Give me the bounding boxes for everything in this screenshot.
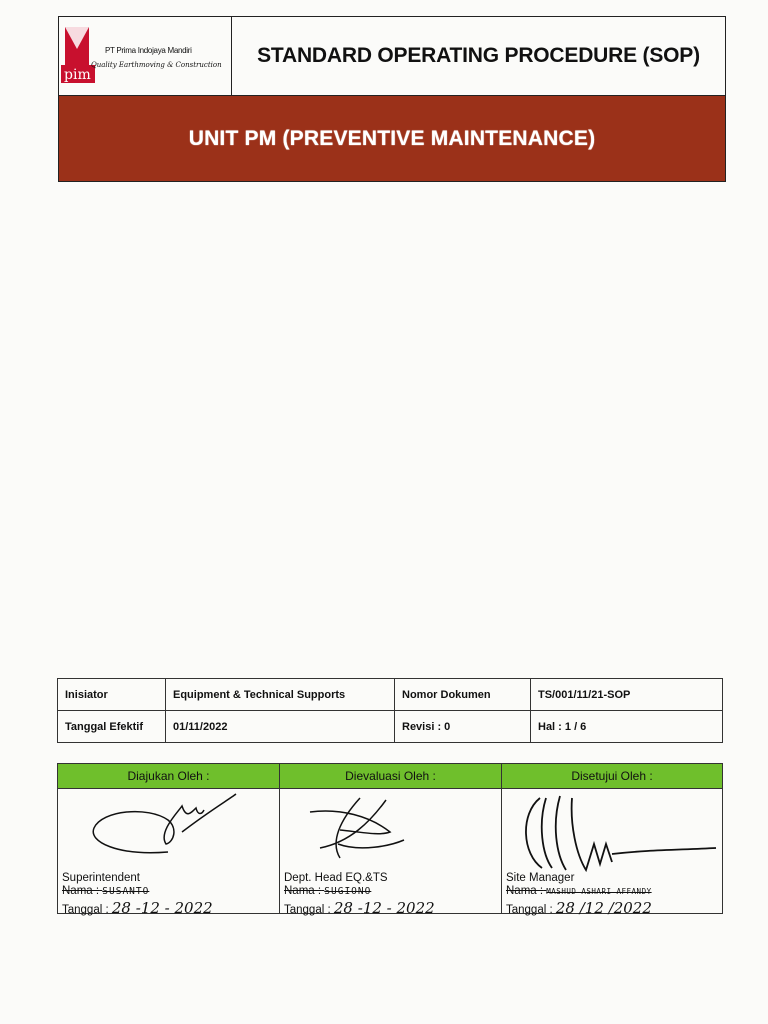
tanggal-label: Tanggal : bbox=[284, 904, 331, 916]
signature-sugiono bbox=[300, 792, 420, 872]
signer-date-line bbox=[62, 899, 213, 917]
info-value: TS/001/11/21-SOP bbox=[531, 679, 723, 711]
company-name: PT Prima Indojaya Mandiri bbox=[105, 46, 192, 55]
document-header bbox=[58, 16, 726, 182]
info-label: Revisi : 0 bbox=[395, 711, 531, 743]
signer-date: 28 -12 - 2022 bbox=[333, 899, 435, 917]
signer-name-line bbox=[62, 885, 149, 897]
info-value: 01/11/2022 bbox=[166, 711, 395, 743]
column-header: Dievaluasi Oleh : bbox=[280, 764, 501, 789]
signer-name: SUSANTO bbox=[102, 886, 150, 897]
signer-date-line bbox=[506, 899, 652, 917]
signer-name: SUGIONO bbox=[324, 886, 372, 897]
signature-susanto bbox=[78, 792, 248, 862]
info-row bbox=[58, 711, 723, 743]
signature-mashud bbox=[516, 784, 726, 874]
nama-label: Nama : bbox=[506, 885, 544, 897]
info-label: Tanggal Efektif bbox=[58, 711, 166, 743]
logo-cell bbox=[59, 17, 232, 95]
company-logo-icon bbox=[61, 27, 95, 89]
signer-role: Dept. Head EQ.&TS bbox=[284, 872, 388, 884]
document-title: STANDARD OPERATING PROCEDURE (SOP) bbox=[257, 44, 700, 67]
info-label: Inisiator bbox=[58, 679, 166, 711]
signer-date-line bbox=[284, 899, 435, 917]
nama-label: Nama : bbox=[62, 885, 100, 897]
signer-role: Site Manager bbox=[506, 872, 575, 884]
logo-text: pim bbox=[64, 67, 91, 83]
approval-table bbox=[57, 763, 723, 917]
info-value: Equipment & Technical Supports bbox=[166, 679, 395, 711]
signer-name-line bbox=[506, 885, 652, 897]
signer-role: Superintendent bbox=[62, 872, 141, 884]
signer-name-line bbox=[284, 885, 371, 897]
nama-label: Nama : bbox=[284, 885, 322, 897]
company-tagline: Quality Earthmoving & Construction bbox=[91, 61, 222, 69]
signer-date: 28 /12 /2022 bbox=[555, 899, 652, 917]
approval-column-submitted bbox=[58, 764, 279, 917]
subtitle-banner bbox=[59, 95, 725, 181]
column-header: Diajukan Oleh : bbox=[58, 764, 279, 789]
title-cell bbox=[232, 17, 725, 95]
document-info-table bbox=[57, 678, 723, 743]
column-header: Disetujui Oleh : bbox=[502, 764, 722, 789]
tanggal-label: Tanggal : bbox=[62, 904, 109, 916]
info-label: Nomor Dokumen bbox=[395, 679, 531, 711]
info-value: Hal : 1 / 6 bbox=[531, 711, 723, 743]
approval-column-approved bbox=[502, 764, 722, 917]
approval-column-evaluated bbox=[280, 764, 501, 917]
tanggal-label: Tanggal : bbox=[506, 904, 553, 916]
info-row bbox=[58, 679, 723, 711]
document-subtitle: UNIT PM (PREVENTIVE MAINTENANCE) bbox=[188, 126, 596, 150]
signer-name: MASHUD ASHARI AFFANDY bbox=[546, 887, 652, 896]
signer-date: 28 -12 - 2022 bbox=[111, 899, 213, 917]
